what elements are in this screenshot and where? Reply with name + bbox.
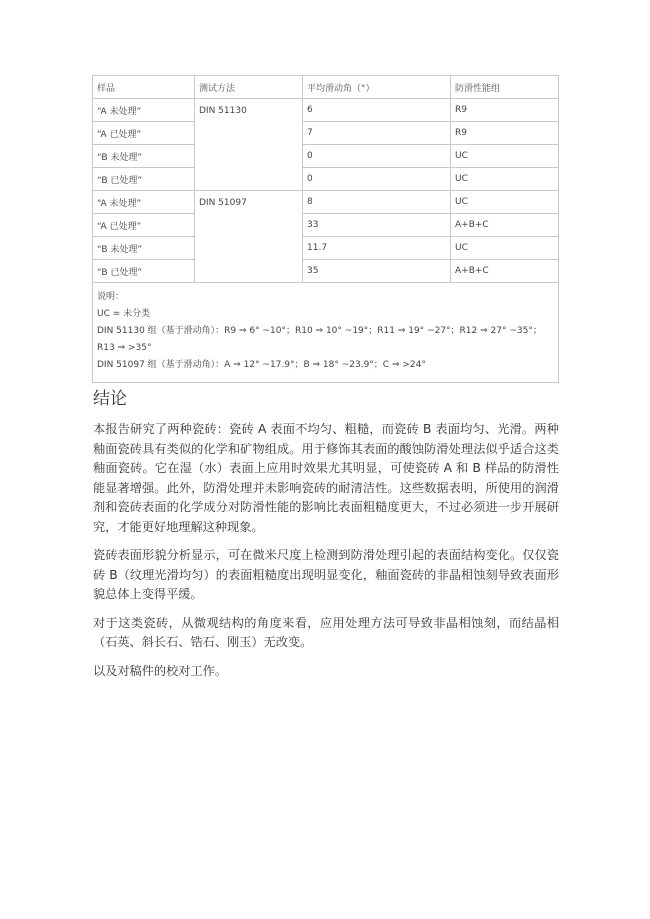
conclusion-paragraph: 瓷砖表面形貌分析显示，可在微米尺度上检测到防滑处理引起的表面结构变化。仅仅瓷砖 B（纹理光滑均匀）的表面粗糙度出现明显变化，釉面瓷砖的非晶相蚀刻导致表面形貌总体上变得平缓。 [93, 548, 559, 601]
cell-sample: “A 已处理” [93, 214, 195, 237]
cell-sample: “B 已处理” [93, 260, 195, 283]
cell-sample: “B 未处理” [93, 145, 195, 168]
cell-group: UC [451, 191, 559, 214]
notes-uc: UC = 未分类 [97, 309, 151, 319]
cell-angle: 0 [303, 168, 451, 191]
cell-angle: 7 [303, 122, 451, 145]
conclusion-heading: 结论 [93, 389, 127, 409]
table-row [93, 122, 559, 145]
cell-group: A+B+C [451, 214, 559, 237]
cell-group: A+B+C [451, 260, 559, 283]
cell-method: DIN 51097 [195, 191, 303, 283]
cell-sample: “A 未处理” [93, 99, 195, 122]
slip-resistance-table [92, 75, 559, 383]
table-notes-row [93, 283, 559, 383]
header-method: 测试方法 [195, 76, 303, 99]
header-angle: 平均滑动角（°） [303, 76, 451, 99]
table-row [93, 260, 559, 283]
cell-group: UC [451, 168, 559, 191]
conclusion-paragraph: 对于这类瓷砖，从微观结构的角度来看，应用处理方法可导致非晶相蚀刻，而结晶相（石英、斜长石、锆石、刚玉）无改变。 [93, 615, 559, 649]
table-notes [93, 283, 559, 383]
conclusion-paragraph: 以及对稿件的校对工作。 [93, 663, 228, 678]
cell-group: R9 [451, 122, 559, 145]
table-row [93, 237, 559, 260]
cell-angle: 0 [303, 145, 451, 168]
cell-sample: “A 已处理” [93, 122, 195, 145]
cell-angle: 6 [303, 99, 451, 122]
cell-sample: “B 未处理” [93, 237, 195, 260]
conclusion-body [93, 420, 559, 690]
cell-angle: 33 [303, 214, 451, 237]
table-row [93, 99, 559, 122]
table-row [93, 214, 559, 237]
cell-angle: 8 [303, 191, 451, 214]
notes-din-51130: DIN 51130 组（基于滑动角）：R9 ⇒ 6° ~10°；R10 ⇒ 10° ~19°；R11 ⇒ 19° ~27°；R12 ⇒ 27° ~35°；R13 ⇒ >35° [97, 326, 542, 353]
cell-group: UC [451, 237, 559, 260]
cell-angle: 35 [303, 260, 451, 283]
header-sample: 样品 [93, 76, 195, 99]
cell-method: DIN 51130 [195, 99, 303, 191]
table-row [93, 168, 559, 191]
table-row [93, 191, 559, 214]
cell-angle: 11.7 [303, 237, 451, 260]
notes-title: 说明： [97, 292, 125, 302]
table-row [93, 145, 559, 168]
notes-din-51097: DIN 51097 组（基于滑动角）：A ⇒ 12° ~17.9°；B ⇒ 18° ~23.9°；C ⇒ >24° [97, 360, 426, 370]
cell-group: R9 [451, 99, 559, 122]
cell-group: UC [451, 145, 559, 168]
conclusion-paragraph: 本报告研究了两种瓷砖：瓷砖 A 表面不均匀、粗糙，而瓷砖 B 表面均匀、光滑。两种釉面瓷砖具有类似的化学和矿物组成。用于修饰其表面的酸蚀防滑处理法似乎适合这类釉面瓷砖。它在湿（水）表面上应用时效果尤其明显，可使瓷砖 A 和 B 样品的防滑性能显著增强。此外，防滑处理并未影响瓷砖的耐清洁性。这些数据表明，所使用的润滑剂和瓷砖表面的化学成分对防滑性能的影响比表面粗糙度更大，不过必须进一步开展研究，才能更好地理解这种现象。 [93, 422, 559, 534]
header-group: 防滑性能组 [451, 76, 559, 99]
table-header-row [93, 76, 559, 99]
cell-sample: “A 未处理” [93, 191, 195, 214]
cell-sample: “B 已处理” [93, 168, 195, 191]
